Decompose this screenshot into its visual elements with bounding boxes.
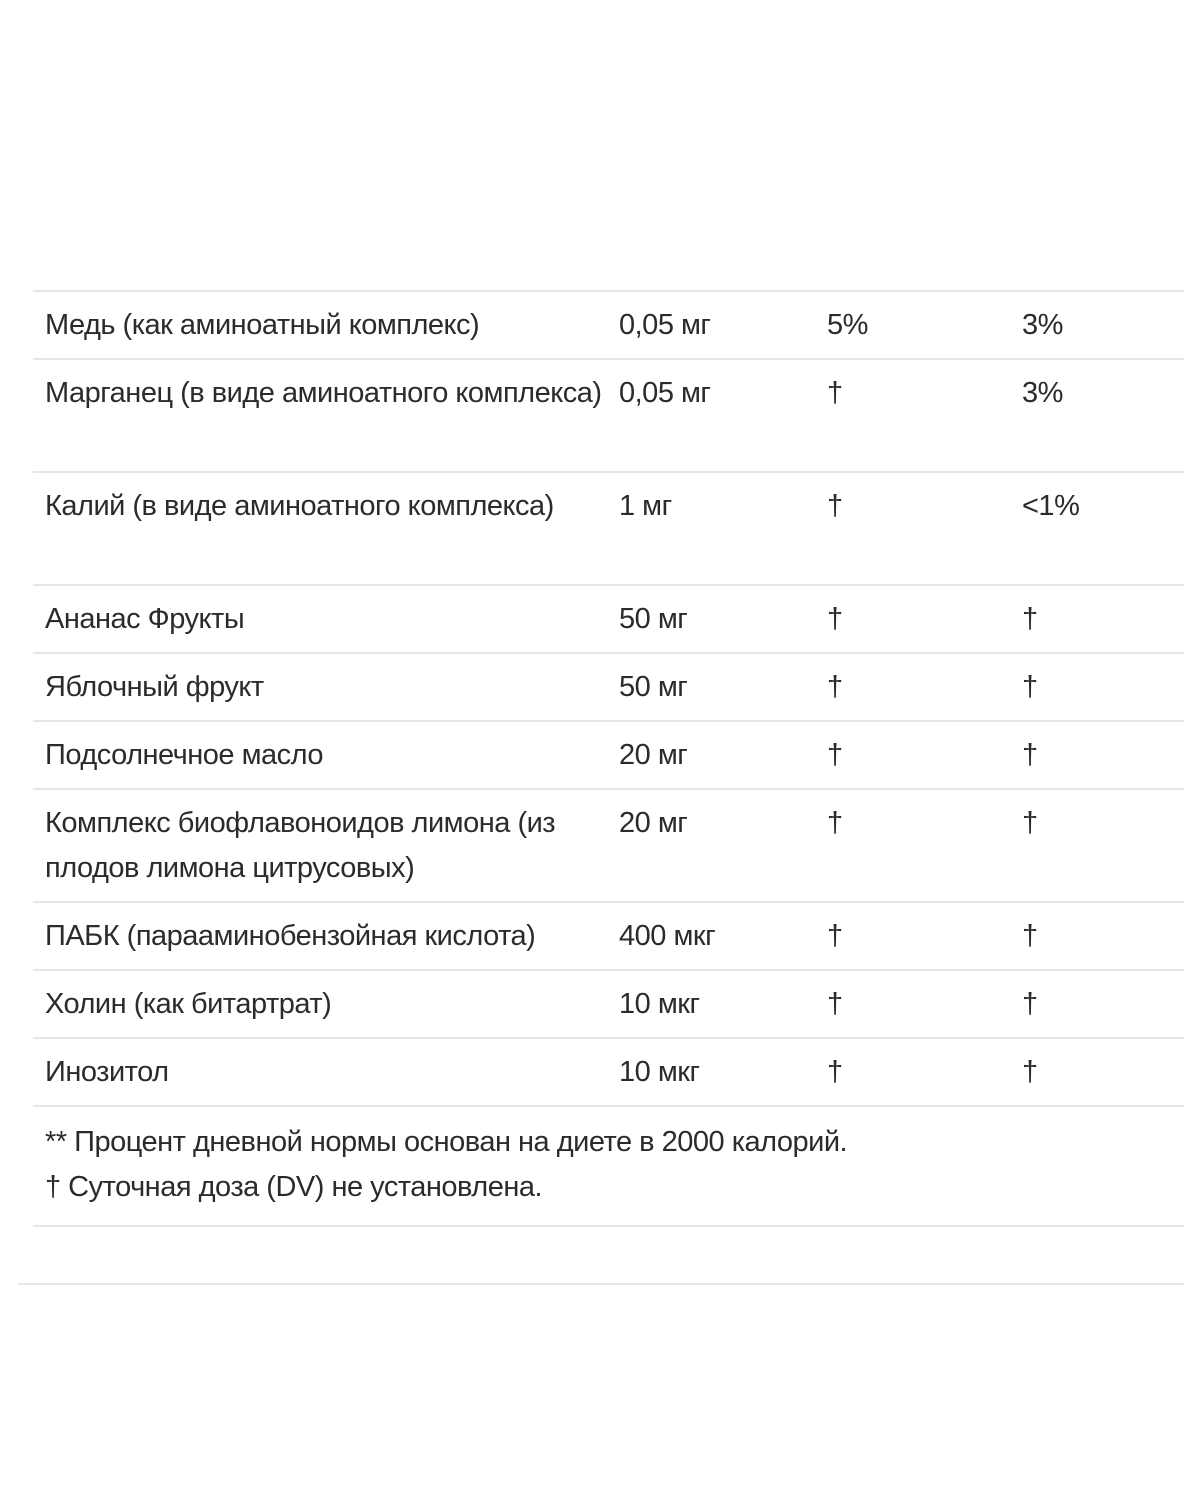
daily-value-2: † bbox=[1022, 671, 1038, 703]
table-row bbox=[33, 360, 1184, 473]
table-row bbox=[33, 586, 1184, 654]
table-row bbox=[33, 722, 1184, 790]
supplement-facts-table bbox=[33, 290, 1184, 1227]
table-row bbox=[33, 790, 1184, 903]
ingredient-name: Ананас Фрукты bbox=[45, 603, 245, 635]
table-row bbox=[33, 292, 1184, 360]
daily-value-2: <1% bbox=[1022, 490, 1080, 522]
ingredient-amount: 20 мг bbox=[619, 739, 688, 771]
ingredient-amount: 400 мкг bbox=[619, 920, 716, 952]
ingredient-amount: 10 мкг bbox=[619, 988, 700, 1020]
daily-value-1: † bbox=[827, 739, 843, 771]
section-divider bbox=[18, 1283, 1184, 1285]
ingredient-amount: 0,05 мг bbox=[619, 309, 711, 341]
ingredient-name: Марганец (в виде аминоатного комплекса) bbox=[45, 377, 602, 409]
table-row bbox=[33, 654, 1184, 722]
ingredient-name: Яблочный фрукт bbox=[45, 671, 264, 703]
ingredient-amount: 0,05 мг bbox=[619, 377, 711, 409]
ingredient-amount: 20 мг bbox=[619, 807, 688, 839]
table-row bbox=[33, 903, 1184, 971]
ingredient-amount: 50 мг bbox=[619, 603, 688, 635]
ingredient-name: ПАБК (парааминобензойная кислота) bbox=[45, 920, 536, 952]
daily-value-2: † bbox=[1022, 1056, 1038, 1088]
daily-value-1: † bbox=[827, 490, 843, 522]
daily-value-1: † bbox=[827, 920, 843, 952]
ingredient-amount: 50 мг bbox=[619, 671, 688, 703]
dagger-footnote: † Суточная доза (DV) не установлена. bbox=[45, 1171, 543, 1203]
ingredient-name: Холин (как битартрат) bbox=[45, 988, 332, 1020]
daily-value-1: † bbox=[827, 807, 843, 839]
daily-value-1: † bbox=[827, 988, 843, 1020]
daily-value-2: 3% bbox=[1022, 309, 1063, 341]
ingredient-name: Комплекс биофлавоноидов лимона (из плодов лимона цитрусовых) bbox=[45, 807, 556, 884]
daily-value-footnote: ** Процент дневной нормы основан на диете в 2000 калорий. bbox=[45, 1126, 848, 1158]
ingredient-amount: 1 мг bbox=[619, 490, 672, 522]
daily-value-2: † bbox=[1022, 988, 1038, 1020]
daily-value-1: † bbox=[827, 377, 843, 409]
table-row bbox=[33, 971, 1184, 1039]
daily-value-1: † bbox=[827, 1056, 843, 1088]
table-row bbox=[33, 473, 1184, 586]
daily-value-2: † bbox=[1022, 739, 1038, 771]
ingredient-amount: 10 мкг bbox=[619, 1056, 700, 1088]
daily-value-2: † bbox=[1022, 920, 1038, 952]
table-footnotes bbox=[33, 1107, 1184, 1227]
daily-value-2: † bbox=[1022, 603, 1038, 635]
ingredient-name: Медь (как аминоатный комплекс) bbox=[45, 309, 480, 341]
daily-value-2: † bbox=[1022, 807, 1038, 839]
ingredient-name: Подсолнечное масло bbox=[45, 739, 324, 771]
daily-value-1: 5% bbox=[827, 309, 868, 341]
daily-value-2: 3% bbox=[1022, 377, 1063, 409]
daily-value-1: † bbox=[827, 603, 843, 635]
ingredient-name: Инозитол bbox=[45, 1056, 169, 1088]
ingredient-name: Калий (в виде аминоатного комплекса) bbox=[45, 490, 554, 522]
daily-value-1: † bbox=[827, 671, 843, 703]
table-row bbox=[33, 1039, 1184, 1107]
